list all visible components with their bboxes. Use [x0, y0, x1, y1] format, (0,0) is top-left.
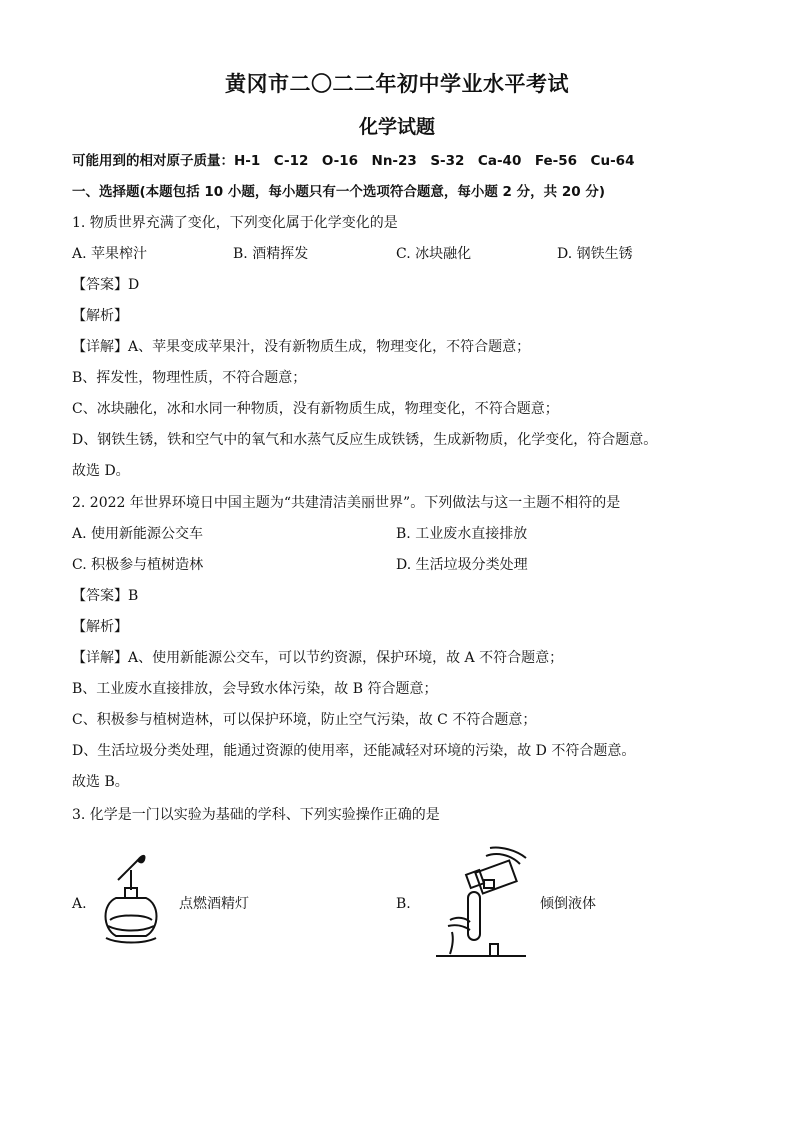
section-heading: 一、选择题(本题包括 10 小题，每小题只有一个选项符合题意，每小题 2 分，共 20 分) — [72, 184, 606, 200]
q3-option-b-letter: B. — [396, 896, 411, 912]
q2-detail-line: D、生活垃圾分类处理，能通过资源的使用率，还能减轻对环境的污染，故 D 不符合题意。 — [72, 743, 636, 759]
q2-detail-line: 【详解】A、使用新能源公交车，可以节约资源，保护环境，故 A 不符合题意； — [72, 650, 564, 666]
q2-option-c: C. 积极参与植树造林 — [72, 557, 204, 573]
q2-analysis: 【解析】 — [72, 619, 128, 635]
q1-detail-line: 【详解】A、苹果变成苹果汁，没有新物质生成，物理变化，不符合题意； — [72, 339, 531, 355]
question-1-stem: 1. 物质世界充满了变化，下列变化属于化学变化的是 — [72, 215, 398, 231]
q3-option-b-caption: 倾倒液体 — [540, 896, 596, 912]
q2-conclusion: 故选 B。 — [72, 774, 129, 790]
q1-option-c: C. 冰块融化 — [396, 246, 472, 262]
q1-conclusion: 故选 D。 — [72, 463, 130, 479]
q2-option-a: A. 使用新能源公交车 — [72, 526, 204, 542]
atomic-masses: 可能用到的相对原子质量：H-1 C-12 O-16 Nn-23 S-32 Ca-40 Fe-56 Cu-64 — [72, 153, 635, 169]
alcohol-lamp-icon — [98, 850, 166, 948]
q1-analysis: 【解析】 — [72, 308, 128, 324]
q1-detail-line: C、冰块融化，冰和水同一种物质，没有新物质生成，物理变化，不符合题意； — [72, 401, 559, 417]
exam-subtitle: 化学试题 — [358, 116, 435, 138]
q2-option-b: B. 工业废水直接排放 — [396, 526, 528, 542]
q2-detail-line: B、工业废水直接排放，会导致水体污染，故 B 符合题意； — [72, 681, 438, 697]
q1-detail-line: D、钢铁生锈，铁和空气中的氧气和水蒸气反应生成铁锈，生成新物质，化学变化，符合题意。 — [72, 432, 658, 448]
q1-detail-line: B、挥发性，物理性质，不符合题意； — [72, 370, 307, 386]
q2-option-d: D. 生活垃圾分类处理 — [396, 557, 528, 573]
q1-answer: 【答案】D — [72, 277, 140, 293]
q1-option-a: A. 苹果榨汁 — [72, 246, 148, 262]
q3-option-a-caption: 点燃酒精灯 — [179, 896, 249, 912]
pouring-liquid-icon — [430, 842, 530, 962]
question-2-stem: 2. 2022 年世界环境日中国主题为“共建清洁美丽世界”。下列做法与这一主题不相符的是 — [72, 495, 621, 511]
q3-option-a-letter: A. — [72, 896, 87, 912]
q1-option-b: B. 酒精挥发 — [233, 246, 309, 262]
exam-title: 黄冈市二〇二二年初中学业水平考试 — [225, 72, 569, 96]
question-3-stem: 3. 化学是一门以实验为基础的学科、下列实验操作正确的是 — [72, 807, 440, 823]
q2-answer: 【答案】B — [72, 588, 139, 604]
q1-option-d: D. 钢铁生锈 — [557, 246, 633, 262]
q2-detail-line: C、积极参与植树造林，可以保护环境，防止空气污染，故 C 不符合题意； — [72, 712, 537, 728]
